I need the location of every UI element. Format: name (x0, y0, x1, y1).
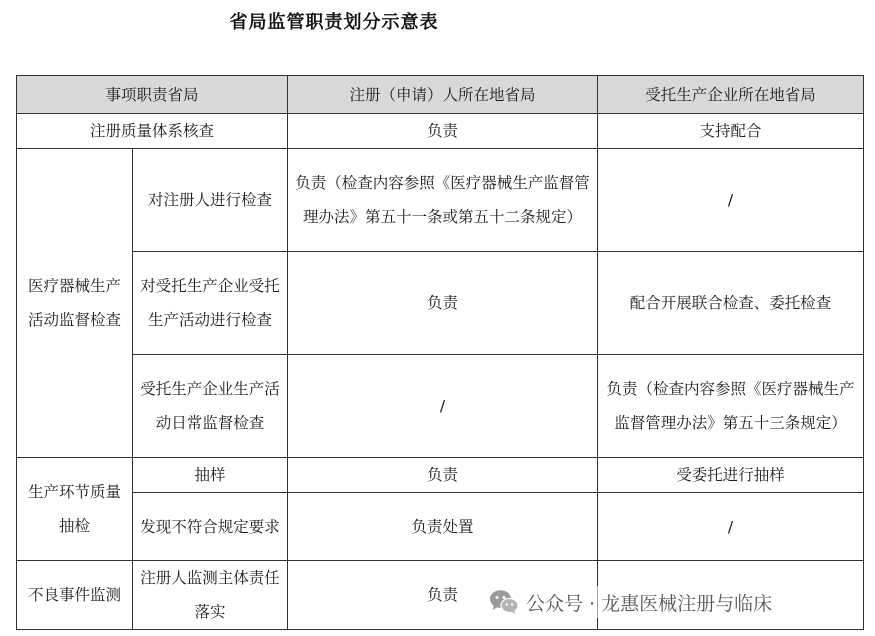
contract-cell: / (598, 493, 864, 561)
registrant-cell: 负责 (288, 458, 598, 493)
sub-item: 对注册人进行检查 (133, 149, 288, 252)
registrant-cell: 负责 (288, 561, 598, 630)
header-registrant-bureau: 注册（申请）人所在地省局 (288, 76, 598, 114)
watermark-text: 公众号 · 龙惠医械注册与临床 (526, 592, 773, 615)
registrant-cell: 负责（检查内容参照《医疗器械生产监督管理办法》第五十一条或第五十二条规定） (288, 149, 598, 252)
sub-item: 发现不符合规定要求 (133, 493, 288, 561)
contract-cell: 支持配合 (598, 114, 864, 149)
table-row (17, 355, 864, 458)
group-label-inspection: 医疗器械生产活动监督检查 (17, 149, 133, 458)
contract-cell: / (598, 149, 864, 252)
contract-cell: 配合开展联合检查、委托检查 (598, 252, 864, 355)
contract-cell: 负责（检查内容参照《医疗器械生产监督管理办法》第五十三条规定） (598, 355, 864, 458)
watermark (487, 586, 778, 618)
sub-item: 对受托生产企业受托生产活动进行检查 (133, 252, 288, 355)
group-label-sampling: 生产环节质量抽检 (17, 458, 133, 561)
table-row (17, 114, 864, 149)
registrant-cell: / (288, 355, 598, 458)
document-title: 省局监管职责划分示意表 (229, 12, 439, 33)
table-row (17, 458, 864, 493)
registrant-cell: 负责 (288, 114, 598, 149)
sub-item: 注册人监测主体责任落实 (133, 561, 288, 630)
responsibility-table (16, 75, 864, 630)
table-row (17, 252, 864, 355)
contract-cell: 受委托进行抽样 (598, 458, 864, 493)
table-row (17, 493, 864, 561)
group-label-adverse: 不良事件监测 (17, 561, 133, 630)
table-row (17, 149, 864, 252)
header-item: 事项职责省局 (17, 76, 288, 114)
header-contract-bureau: 受托生产企业所在地省局 (598, 76, 864, 114)
wechat-icon (489, 589, 519, 615)
header-row (17, 76, 864, 114)
sub-item: 抽样 (133, 458, 288, 493)
registrant-cell: 负责处置 (288, 493, 598, 561)
registrant-cell: 负责 (288, 252, 598, 355)
sub-item: 受托生产企业生产活动日常监督检查 (133, 355, 288, 458)
row-item: 注册质量体系核查 (17, 114, 288, 149)
